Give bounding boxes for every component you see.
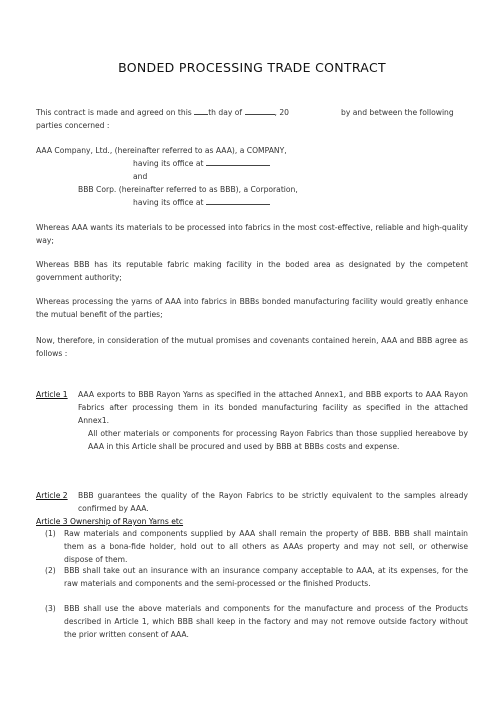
article-2-label: Article 2	[36, 491, 68, 500]
party-bbb: BBB Corp. (hereinafter referred to as BBB), a Corporation,	[78, 185, 298, 194]
month-blank	[245, 107, 275, 115]
article-1-label: Article 1	[36, 390, 68, 399]
intro-text-3: , 20	[274, 108, 290, 117]
article-3-item-2-number: (2)	[45, 566, 56, 575]
article-3-item-3-text: BBB shall use the above materials and components for the manufacture and process of the Products described in Article 1, which BBB shall keep in the factory and may not remove outside factory without the prior written consent of AAA.	[64, 604, 468, 639]
now-therefore-clause: Now, therefore, in consideration of the mutual promises and covenants contained herein, AAA and BBB agree as follows :	[36, 336, 468, 358]
article-2-text: BBB guarantees the quality of the Rayon Fabrics to be strictly equivalent to the samples already confirmed by AAA.	[78, 491, 468, 513]
bbb-office-blank	[206, 197, 270, 205]
article-1-paragraph-2: All other materials or components for processing Rayon Fabrics than those supplied hereabove by AAA in this Article shall be procured and used by BBB at BBBs costs and expense.	[88, 429, 468, 451]
document-title: BONDED PROCESSING TRADE CONTRACT	[118, 60, 386, 75]
bbb-office-label: having its office at	[133, 198, 204, 207]
whereas-clause-1: Whereas AAA wants its materials to be processed into fabrics in the most cost-effective, reliable and high-quality way;	[36, 223, 468, 245]
article-3-item-3-number: (3)	[45, 604, 56, 613]
day-blank	[194, 107, 208, 115]
intro-text-2: th day of	[208, 108, 243, 117]
party-bbb-office	[133, 197, 270, 208]
intro-line-end: by and between the following	[341, 108, 454, 117]
article-3-item-1-number: (1)	[45, 529, 56, 538]
aaa-office-blank	[206, 158, 270, 166]
article-3-heading: Article 3 Ownership of Rayon Yarns etc	[36, 517, 184, 526]
intro-line-2: parties concerned :	[36, 121, 110, 130]
intro-text-1: This contract is made and agreed on this	[36, 108, 192, 117]
article-1-text: AAA exports to BBB Rayon Yarns as specified in the attached Annex1, and BBB exports to AAA Rayon Fabrics after processing them in its bonded manufacturing facility as specified in the attached Annex1.	[78, 390, 468, 425]
intro-line	[36, 107, 289, 118]
party-and: and	[133, 172, 148, 181]
aaa-office-label: having its office at	[133, 159, 204, 168]
party-aaa-office	[133, 158, 270, 169]
whereas-clause-2: Whereas BBB has its reputable fabric making facility in the boded area as designated by the competent government authority;	[36, 260, 468, 282]
article-3-item-1-text: Raw materials and components supplied by AAA shall remain the property of BBB. BBB shall maintain them as a bona-fide holder, hold out to all others as AAAs property and may not sell, or otherwise dispose of them.	[64, 529, 468, 564]
article-3-item-2-text: BBB shall take out an insurance with an insurance company acceptable to AAA, at its expenses, for the raw materials and components and the semi-processed or the finished Products.	[64, 566, 468, 588]
whereas-clause-3: Whereas processing the yarns of AAA into fabrics in BBBs bonded manufacturing facility would greatly enhance the mutual benefit of the parties;	[36, 297, 468, 319]
party-aaa: AAA Company, Ltd., (hereinafter referred to as AAA), a COMPANY,	[36, 146, 287, 155]
